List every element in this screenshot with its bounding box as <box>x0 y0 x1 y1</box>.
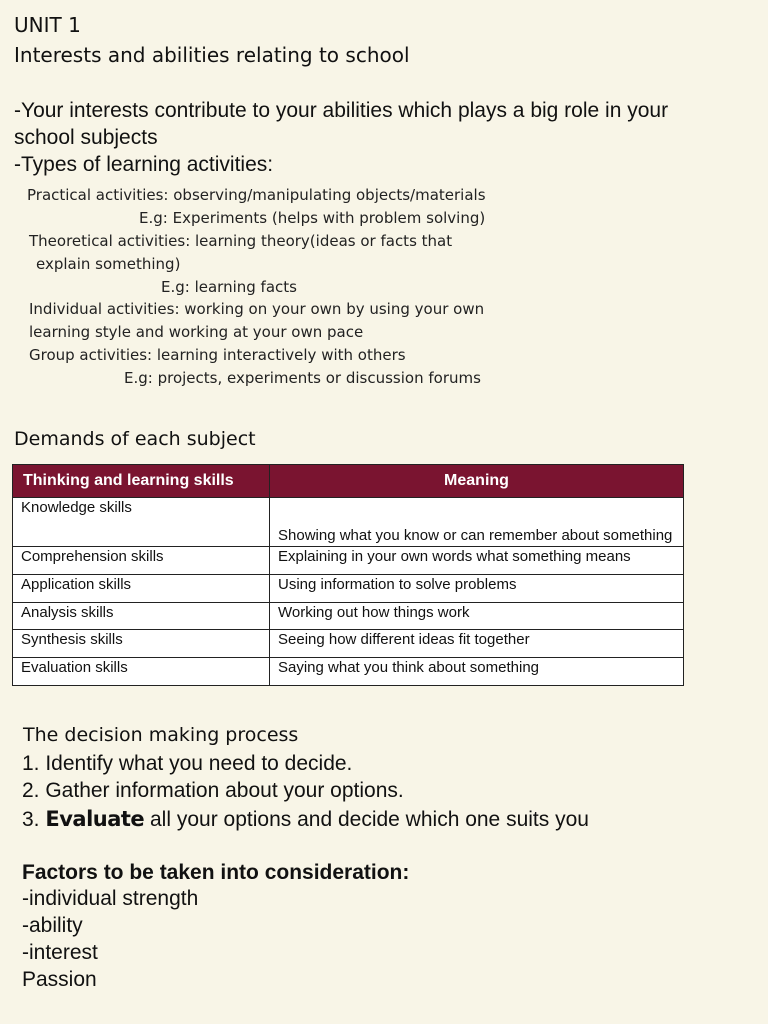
table-row <box>13 658 684 686</box>
decision-title: The decision making process <box>23 724 299 746</box>
table-row <box>13 630 684 658</box>
activity-theoretical: Theoretical activities: learning theory(ideas or facts that <box>29 232 453 250</box>
factors-title: Factors to be taken into consideration: <box>22 861 410 884</box>
table-header-row <box>13 465 684 498</box>
decision-step-3 <box>22 807 589 832</box>
meaning-cell: Working out how things work <box>270 602 684 630</box>
skill-cell: Application skills <box>13 574 270 602</box>
factor-item: -ability <box>22 914 83 937</box>
activity-practical: Practical activities: observing/manipulating objects/materials <box>27 186 486 204</box>
table-row <box>13 602 684 630</box>
meaning-cell: Seeing how different ideas fit together <box>270 630 684 658</box>
meaning-cell: Showing what you know or can remember about something <box>270 498 684 547</box>
skill-cell: Synthesis skills <box>13 630 270 658</box>
activity-individual: Individual activities: working on your own by using your own <box>29 300 485 318</box>
factor-item: -interest <box>22 941 98 964</box>
skill-cell: Comprehension skills <box>13 547 270 575</box>
intro-line-3: -Types of learning activities: <box>14 153 274 176</box>
intro-line-2: school subjects <box>14 126 158 149</box>
decision-step-3-keyword: Evaluate <box>45 807 145 831</box>
meaning-cell: Using information to solve problems <box>270 574 684 602</box>
activity-theoretical-example: E.g: learning facts <box>161 278 297 296</box>
activity-group-example: E.g: projects, experiments or discussion forums <box>124 369 481 387</box>
decision-step-1: 1. Identify what you need to decide. <box>22 752 353 775</box>
column-header-skills: Thinking and learning skills <box>13 465 270 498</box>
table-row <box>13 547 684 575</box>
column-header-meaning: Meaning <box>270 465 684 498</box>
activity-practical-example: E.g: Experiments (helps with problem solving) <box>139 209 486 227</box>
factor-item: -individual strength <box>22 887 199 910</box>
decision-step-2: 2. Gather information about your options. <box>22 779 404 802</box>
factor-item: Passion <box>22 968 97 991</box>
unit-title: UNIT 1 <box>14 13 81 37</box>
meaning-cell: Explaining in your own words what something means <box>270 547 684 575</box>
activity-group: Group activities: learning interactively with others <box>29 346 406 364</box>
decision-step-3-text: all your options and decide which one suits you <box>144 808 589 831</box>
unit-subtitle: Interests and abilities relating to school <box>14 43 410 67</box>
meaning-cell: Saying what you think about something <box>270 658 684 686</box>
table-row <box>13 574 684 602</box>
skill-cell: Evaluation skills <box>13 658 270 686</box>
skill-cell: Analysis skills <box>13 602 270 630</box>
activity-individual-cont: learning style and working at your own pace <box>29 323 364 341</box>
decision-step-3-number: 3. <box>22 808 46 831</box>
activity-theoretical-cont: explain something) <box>36 255 181 273</box>
skills-table <box>12 464 684 686</box>
table-row <box>13 498 684 547</box>
skill-cell: Knowledge skills <box>13 498 270 547</box>
intro-line-1: -Your interests contribute to your abilities which plays a big role in your <box>14 99 669 122</box>
demands-title: Demands of each subject <box>14 428 256 450</box>
